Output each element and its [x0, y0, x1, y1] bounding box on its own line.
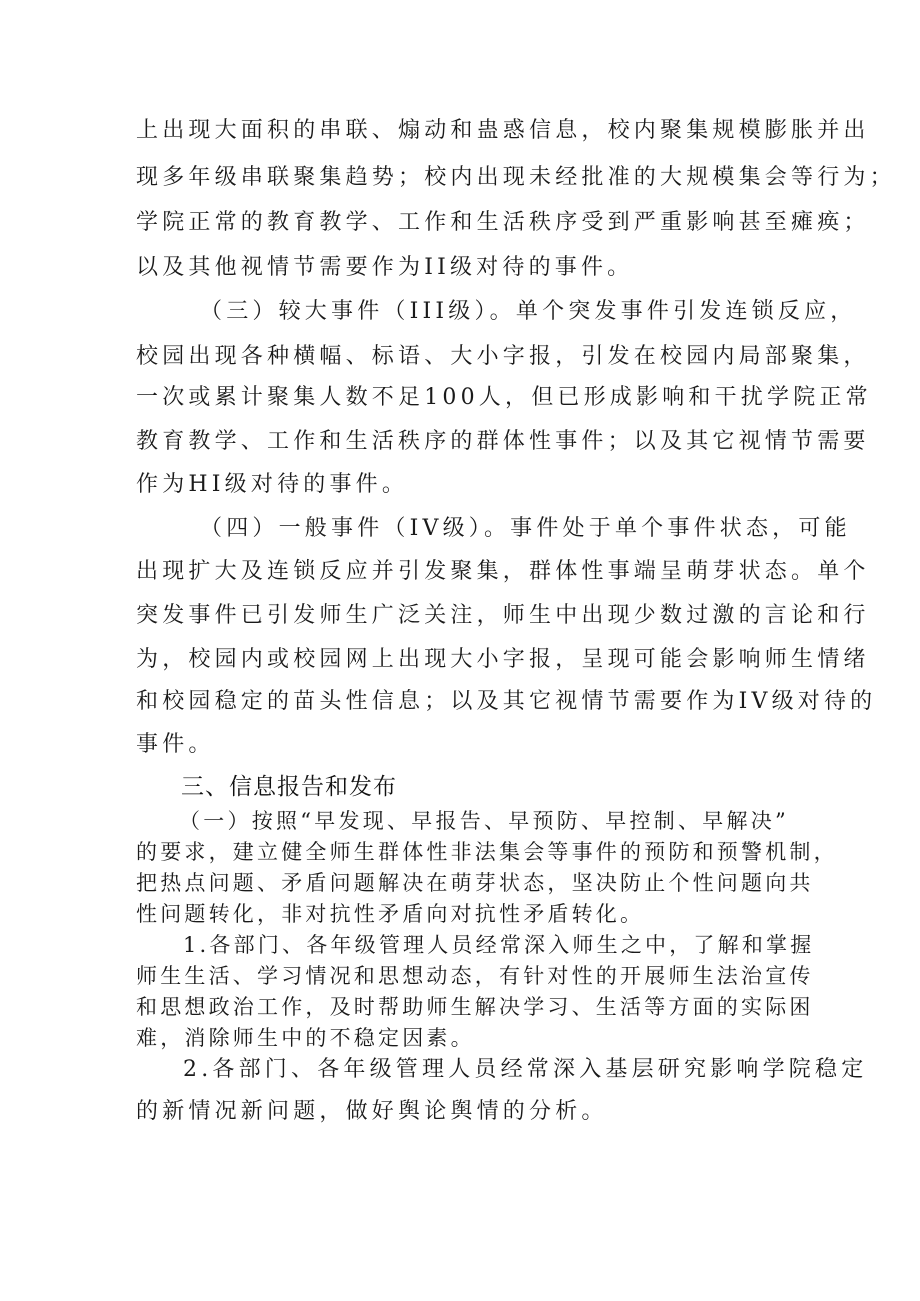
- paragraph-line: 和校园稳定的苗头性信息；以及其它视情节需要作为IV级对待的: [136, 689, 877, 714]
- paragraph-line: 为，校园内或校园网上出现大小字报，呈现可能会影响师生情绪: [136, 647, 870, 672]
- paragraph-line: 作为HI级对待的事件。: [136, 472, 409, 497]
- paragraph-line: 的要求，建立健全师生群体性非法集会等事件的预防和预警机制，: [136, 840, 838, 864]
- paragraph-line: 上出现大面积的串联、煽动和蛊惑信息，校内聚集规模膨胀并出: [136, 118, 870, 143]
- paragraph-line: 校园出现各种横幅、标语、大小字报，引发在校园内局部聚集，: [136, 344, 870, 369]
- paragraph-line: 性问题转化，非对抗性矛盾向对抗性矛盾转化。: [136, 902, 645, 926]
- section-heading: 三、信息报告和发布: [181, 774, 397, 800]
- paragraph-line: 2.各部门、各年级管理人员经常深入基层研究影响学院稳定: [183, 1057, 868, 1082]
- paragraph-line: 1.各部门、各年级管理人员经常深入师生之中，了解和掌握: [183, 933, 815, 957]
- paragraph-line: 现多年级串联聚集趋势；校内出现未经批准的大规模集会等行为；: [136, 165, 896, 190]
- paragraph-line: （一）按照“早发现、早报告、早预防、早控制、早解决”: [179, 809, 789, 833]
- paragraph-line: 一次或累计聚集人数不足100人，但已形成影响和干扰学院正常: [136, 385, 872, 410]
- paragraph-line: 突发事件已引发师生广泛关注，师生中出现少数过激的言论和行: [136, 603, 870, 628]
- paragraph-line: 以及其他视情节需要作为II级对待的事件。: [136, 255, 634, 280]
- paragraph-line: 的新情况新问题，做好舆论舆情的分析。: [136, 1099, 608, 1124]
- paragraph-line: 教育教学、工作和生活秩序的群体性事件；以及其它视情节需要: [136, 429, 870, 454]
- paragraph-line: 师生生活、学习情况和思想动态，有针对性的开展师生法治宣传: [136, 964, 814, 988]
- paragraph-line: 学院正常的教育教学、工作和生活秩序受到严重影响甚至瘫痪；: [136, 210, 870, 235]
- paragraph-line: 把热点问题、矛盾问题解决在萌芽状态，坚决防止个性问题向共: [136, 871, 814, 895]
- paragraph-line: 和思想政治工作，及时帮助师生解决学习、生活等方面的实际困: [136, 995, 814, 1019]
- paragraph-line: （三）较大事件（III级）。单个突发事件引发连锁反应，: [200, 299, 857, 324]
- paragraph-line: （四）一般事件（IV级）。事件处于单个事件状态，可能: [200, 516, 851, 541]
- paragraph-line: 事件。: [136, 732, 215, 757]
- paragraph-line: 出现扩大及连锁反应并引发聚集，群体性事端呈萌芽状态。单个: [136, 559, 870, 584]
- paragraph-line: 难，消除师生中的不稳定因素。: [136, 1026, 475, 1050]
